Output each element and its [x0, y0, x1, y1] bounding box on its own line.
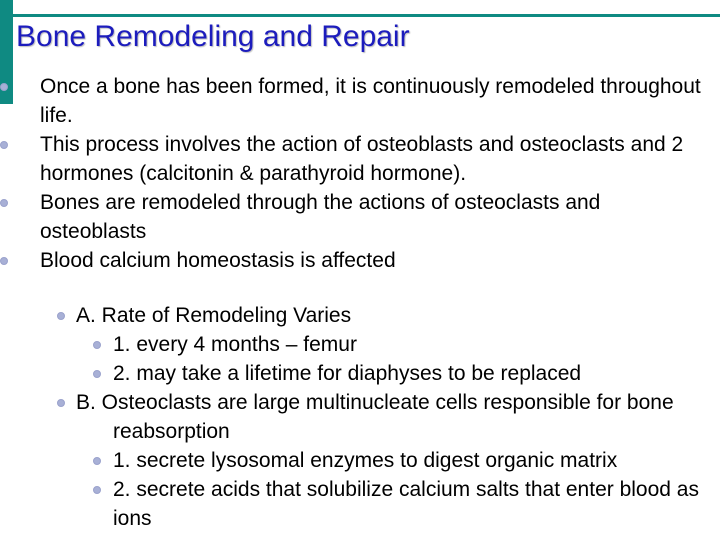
- sub-item-text: A. Rate of Remodeling Varies: [76, 304, 352, 327]
- main-bullet-list: [0, 72, 712, 275]
- bullet-text: Bones are remodeled through the actions of osteoclasts and osteoblasts: [40, 191, 601, 243]
- bullet-dot-icon: [0, 141, 8, 149]
- bullet-dot-icon: [57, 312, 65, 320]
- sub-item-text: 2. secrete acids that solubilize calcium salts that enter blood as ions: [113, 478, 699, 530]
- bullet-text: This process involves the action of osteoblasts and osteoclasts and 2 hormones (calcitonin & parathyroid hormone).: [40, 133, 684, 185]
- bullet-dot-icon: [0, 199, 8, 207]
- title-rule: [13, 14, 720, 17]
- bullet-dot-icon: [93, 370, 101, 378]
- bullet-item: [0, 130, 712, 188]
- sub-item-a2: [0, 359, 712, 388]
- sub-item-a: [0, 301, 712, 330]
- bullet-dot-icon: [93, 486, 101, 494]
- bullet-dot-icon: [93, 341, 101, 349]
- bullet-item: [0, 188, 712, 246]
- bullet-dot-icon: [93, 457, 101, 465]
- sub-item-text: B. Osteoclasts are large multinucleate cells responsible for bone reabsorption: [76, 391, 674, 443]
- sub-item-text: 1. secrete lysosomal enzymes to digest organic matrix: [113, 449, 618, 472]
- sub-item-text: 1. every 4 months – femur: [113, 333, 357, 356]
- bullet-dot-icon: [0, 83, 8, 91]
- bullet-item: [0, 72, 712, 130]
- bullet-dot-icon: [57, 399, 65, 407]
- sub-item-b: [0, 388, 712, 446]
- bullet-text: Blood calcium homeostasis is affected: [40, 249, 396, 272]
- sub-item-b2: [0, 475, 712, 533]
- sub-item-text: 2. may take a lifetime for diaphyses to be replaced: [113, 362, 582, 385]
- sub-item-a1: [0, 330, 712, 359]
- bullet-item: [0, 246, 712, 275]
- bullet-dot-icon: [0, 257, 8, 265]
- slide-title: Bone Remodeling and Repair: [16, 20, 410, 53]
- sub-bullet-list: [0, 301, 712, 533]
- sub-item-b1: [0, 446, 712, 475]
- bullet-text: Once a bone has been formed, it is continuously remodeled throughout life.: [40, 75, 701, 127]
